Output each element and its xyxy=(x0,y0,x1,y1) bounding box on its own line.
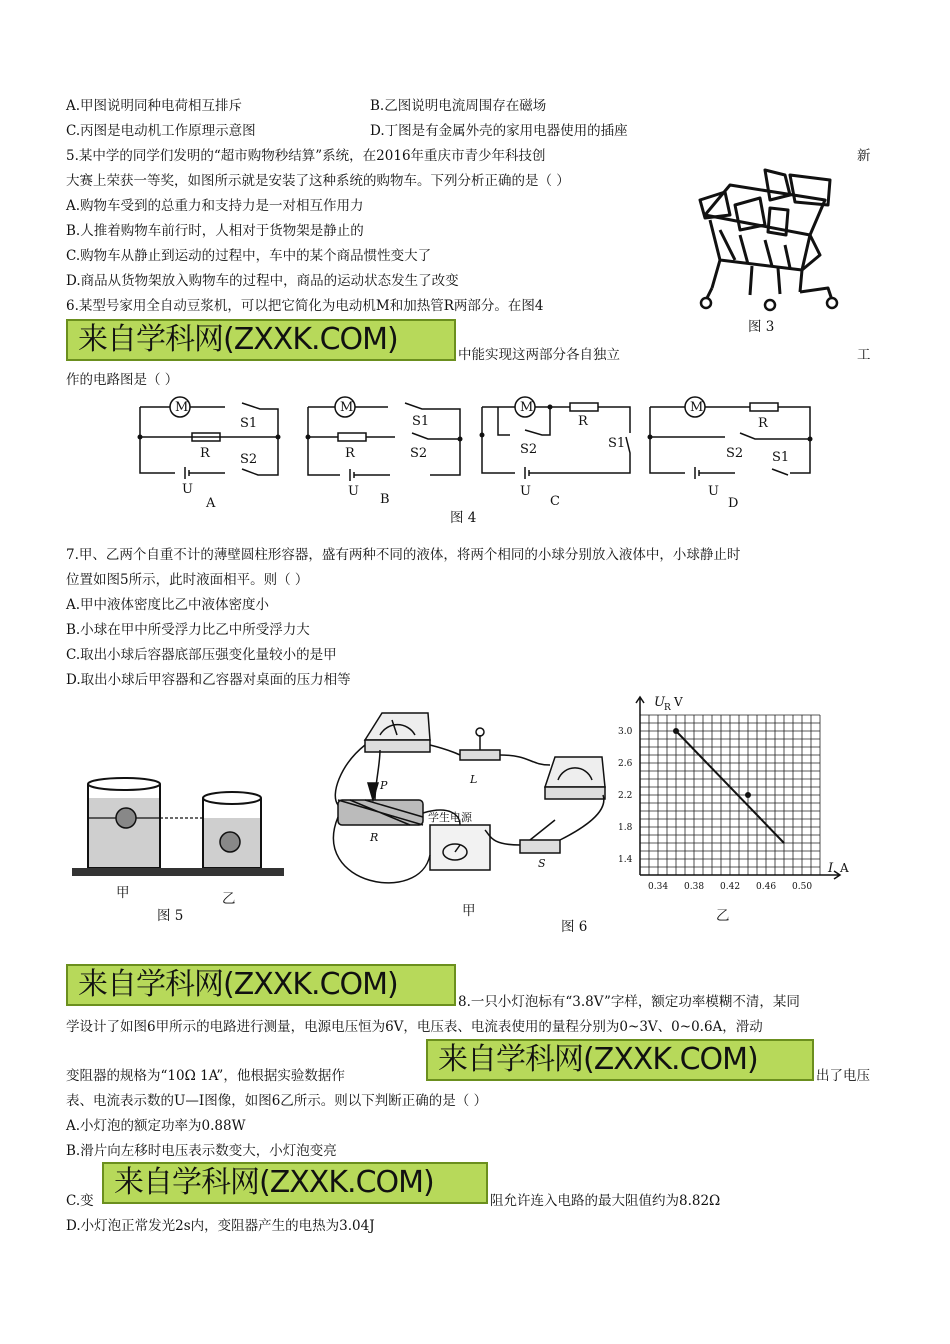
lamp-l-label: L xyxy=(470,773,478,786)
circuit-c-s2: S2 xyxy=(520,442,538,457)
circuit-d-s2: S2 xyxy=(726,446,744,461)
q8-option-d: D.小灯泡正常发光2s内，变阻器产生的电热为3.04J xyxy=(66,1218,375,1234)
circuit-b-resistor: R xyxy=(345,446,355,461)
q6-stem-line1: 6.某型号家用全自动豆浆机，可以把它简化为电动机M和加热管R两部分。在图4 xyxy=(66,298,544,314)
circuit-a-source: U xyxy=(182,482,193,497)
q7-stem-line2: 位置如图5所示，此时液面相平。则（ ） xyxy=(66,572,309,588)
q7-option-a: A.甲中液体密度比乙中液体密度小 xyxy=(66,597,270,613)
y-axis-label: U xyxy=(654,695,665,710)
q7-stem-line1: 7.甲、乙两个自重不计的薄壁圆柱形容器，盛有两种不同的液体，将两个相同的小球分别放入液体中，小球静止时 xyxy=(66,547,741,563)
q8-stem-line1: 8.一只小灯泡标有“3.8V”字样，额定功率模糊不清，某同 xyxy=(458,994,800,1010)
rheostat-r-label: R xyxy=(370,831,379,844)
circuit-a-s1: S1 xyxy=(240,416,258,431)
q5-stem-line1: 5.某中学的同学们发明的“超市购物秒结算”系统，在2016年重庆市青少年科技创 xyxy=(66,148,546,164)
figure-3-label: 图 3 xyxy=(748,319,775,335)
q8-stem-line4: 表、电流表示数的U—I图像，如图6乙所示。则以下判断正确的是（ ） xyxy=(66,1093,488,1109)
container-b-label: 乙 xyxy=(222,891,236,907)
x-tick-label: 0.38 xyxy=(684,882,705,892)
data-point xyxy=(673,728,679,734)
containers-figure-5 xyxy=(70,770,285,885)
circuit-d-resistor: R xyxy=(758,416,768,431)
q7-option-b: B.小球在甲中所受浮力比乙中所受浮力大 xyxy=(66,622,310,638)
ui-graph-figure-6b xyxy=(610,690,860,920)
circuit-b-s1: S1 xyxy=(412,414,430,429)
y-tick-label: 1.4 xyxy=(618,855,633,865)
q8-option-c-part2: 阻允许连入电路的最大阻值约为8.82Ω xyxy=(490,1193,721,1209)
circuit-d-label: D xyxy=(728,496,739,511)
x-axis-unit: A xyxy=(840,861,849,875)
y-axis-unit: V xyxy=(674,695,683,709)
circuit-b-s2: S2 xyxy=(410,446,428,461)
switch-s-label: S xyxy=(538,857,546,870)
q8-stem-line3: 变阻器的规格为“10Ω 1A”，他根据实验数据作 xyxy=(66,1068,345,1084)
q5-option-d: D.商品从货物架放入购物车的过程中，商品的运动状态发生了改变 xyxy=(66,273,459,289)
q8-option-b: B.滑片向左移时电压表示数变大，小灯泡变亮 xyxy=(66,1143,337,1159)
x-tick-label: 0.50 xyxy=(792,882,813,892)
q6-stem-line2: 中能实现这两部分各自独立 xyxy=(458,347,620,363)
figure-6b-label: 乙 xyxy=(716,908,730,924)
circuit-b-source: U xyxy=(348,484,359,499)
x-tick-label: 0.42 xyxy=(720,882,741,892)
q8-option-a: A.小灯泡的额定功率为0.88W xyxy=(66,1118,246,1134)
y-axis-label-subscript: R xyxy=(664,703,671,713)
q8-option-c-part1: C.变 xyxy=(66,1193,94,1209)
y-tick-label: 3.0 xyxy=(618,727,633,737)
q4-option-b: B.乙图说明电流周围存在磁场 xyxy=(370,98,547,114)
watermark-2: 来自学科网(ZXXK.COM) xyxy=(66,964,456,1006)
q6-stem-line2-end: 工 xyxy=(857,347,871,363)
q6-stem-line3: 作的电路图是（ ） xyxy=(66,372,179,388)
q4-option-c: C.丙图是电动机工作原理示意图 xyxy=(66,123,256,139)
circuit-b-motor: M xyxy=(340,400,354,415)
watermark-3: 来自学科网(ZXXK.COM) xyxy=(426,1039,814,1081)
circuit-c-resistor: R xyxy=(578,414,588,429)
circuit-c-label: C xyxy=(550,494,560,509)
circuit-d-motor: M xyxy=(690,400,704,415)
shopping-cart-figure xyxy=(690,160,860,345)
circuit-diagrams-figure-4 xyxy=(130,395,830,530)
figure-6a-label: 甲 xyxy=(462,903,476,919)
circuit-a-s2: S2 xyxy=(240,452,258,467)
q7-option-d: D.取出小球后甲容器和乙容器对桌面的压力相等 xyxy=(66,672,351,688)
data-point xyxy=(745,792,751,798)
q4-option-d: D.丁图是有金属外壳的家用电器使用的插座 xyxy=(370,123,628,139)
watermark-1: 来自学科网(ZXXK.COM) xyxy=(66,319,456,361)
y-tick-label: 2.6 xyxy=(618,759,633,769)
q8-stem-line3-end: 出了电压 xyxy=(816,1068,870,1084)
y-tick-label: 2.2 xyxy=(618,791,633,801)
circuit-d-source: U xyxy=(708,484,719,499)
x-axis-label: I xyxy=(828,861,834,876)
watermark-4: 来自学科网(ZXXK.COM) xyxy=(102,1162,488,1204)
q5-stem-line2: 大赛上荣获一等奖，如图所示就是安装了这种系统的购物车。下列分析正确的是（ ） xyxy=(66,173,570,189)
apparatus-figure-6a xyxy=(320,705,615,905)
y-tick-label: 1.8 xyxy=(618,823,633,833)
q5-stem-line1-end: 新 xyxy=(857,148,871,164)
figure-4-label: 图 4 xyxy=(450,510,477,526)
circuit-b-label: B xyxy=(380,492,390,507)
figure-5-label: 图 5 xyxy=(157,908,184,924)
chart-axes xyxy=(636,697,840,879)
q4-option-a: A.甲图说明同种电荷相互排斥 xyxy=(66,98,243,114)
q5-option-c: C.购物车从静止到运动的过程中，车中的某个商品惯性变大了 xyxy=(66,248,432,264)
container-a-label: 甲 xyxy=(116,885,130,901)
q5-option-b: B.人推着购物车前行时，人相对于货物架是静止的 xyxy=(66,223,364,239)
circuit-c-source: U xyxy=(520,484,531,499)
figure-6-label: 图 6 xyxy=(561,919,588,935)
power-supply-label: 学生电源 xyxy=(428,811,472,824)
q7-option-c: C.取出小球后容器底部压强变化量较小的是甲 xyxy=(66,647,337,663)
circuit-d-s1: S1 xyxy=(772,450,790,465)
circuit-c-motor: M xyxy=(520,400,534,415)
circuit-a-label: A xyxy=(206,496,216,511)
q5-option-a: A.购物车受到的总重力和支持力是一对相互作用力 xyxy=(66,198,364,214)
slider-p-label: P xyxy=(380,779,388,792)
circuit-a-resistor: R xyxy=(200,446,210,461)
circuit-a-motor: M xyxy=(175,400,189,415)
x-tick-label: 0.46 xyxy=(756,882,777,892)
circuit-c-s1: S1 xyxy=(608,436,626,451)
q8-stem-line2: 学设计了如图6甲所示的电路进行测量，电源电压恒为6V，电压表、电流表使用的量程分别为0~3V、0~0.6A，滑动 xyxy=(66,1019,763,1035)
x-tick-label: 0.34 xyxy=(648,882,669,892)
